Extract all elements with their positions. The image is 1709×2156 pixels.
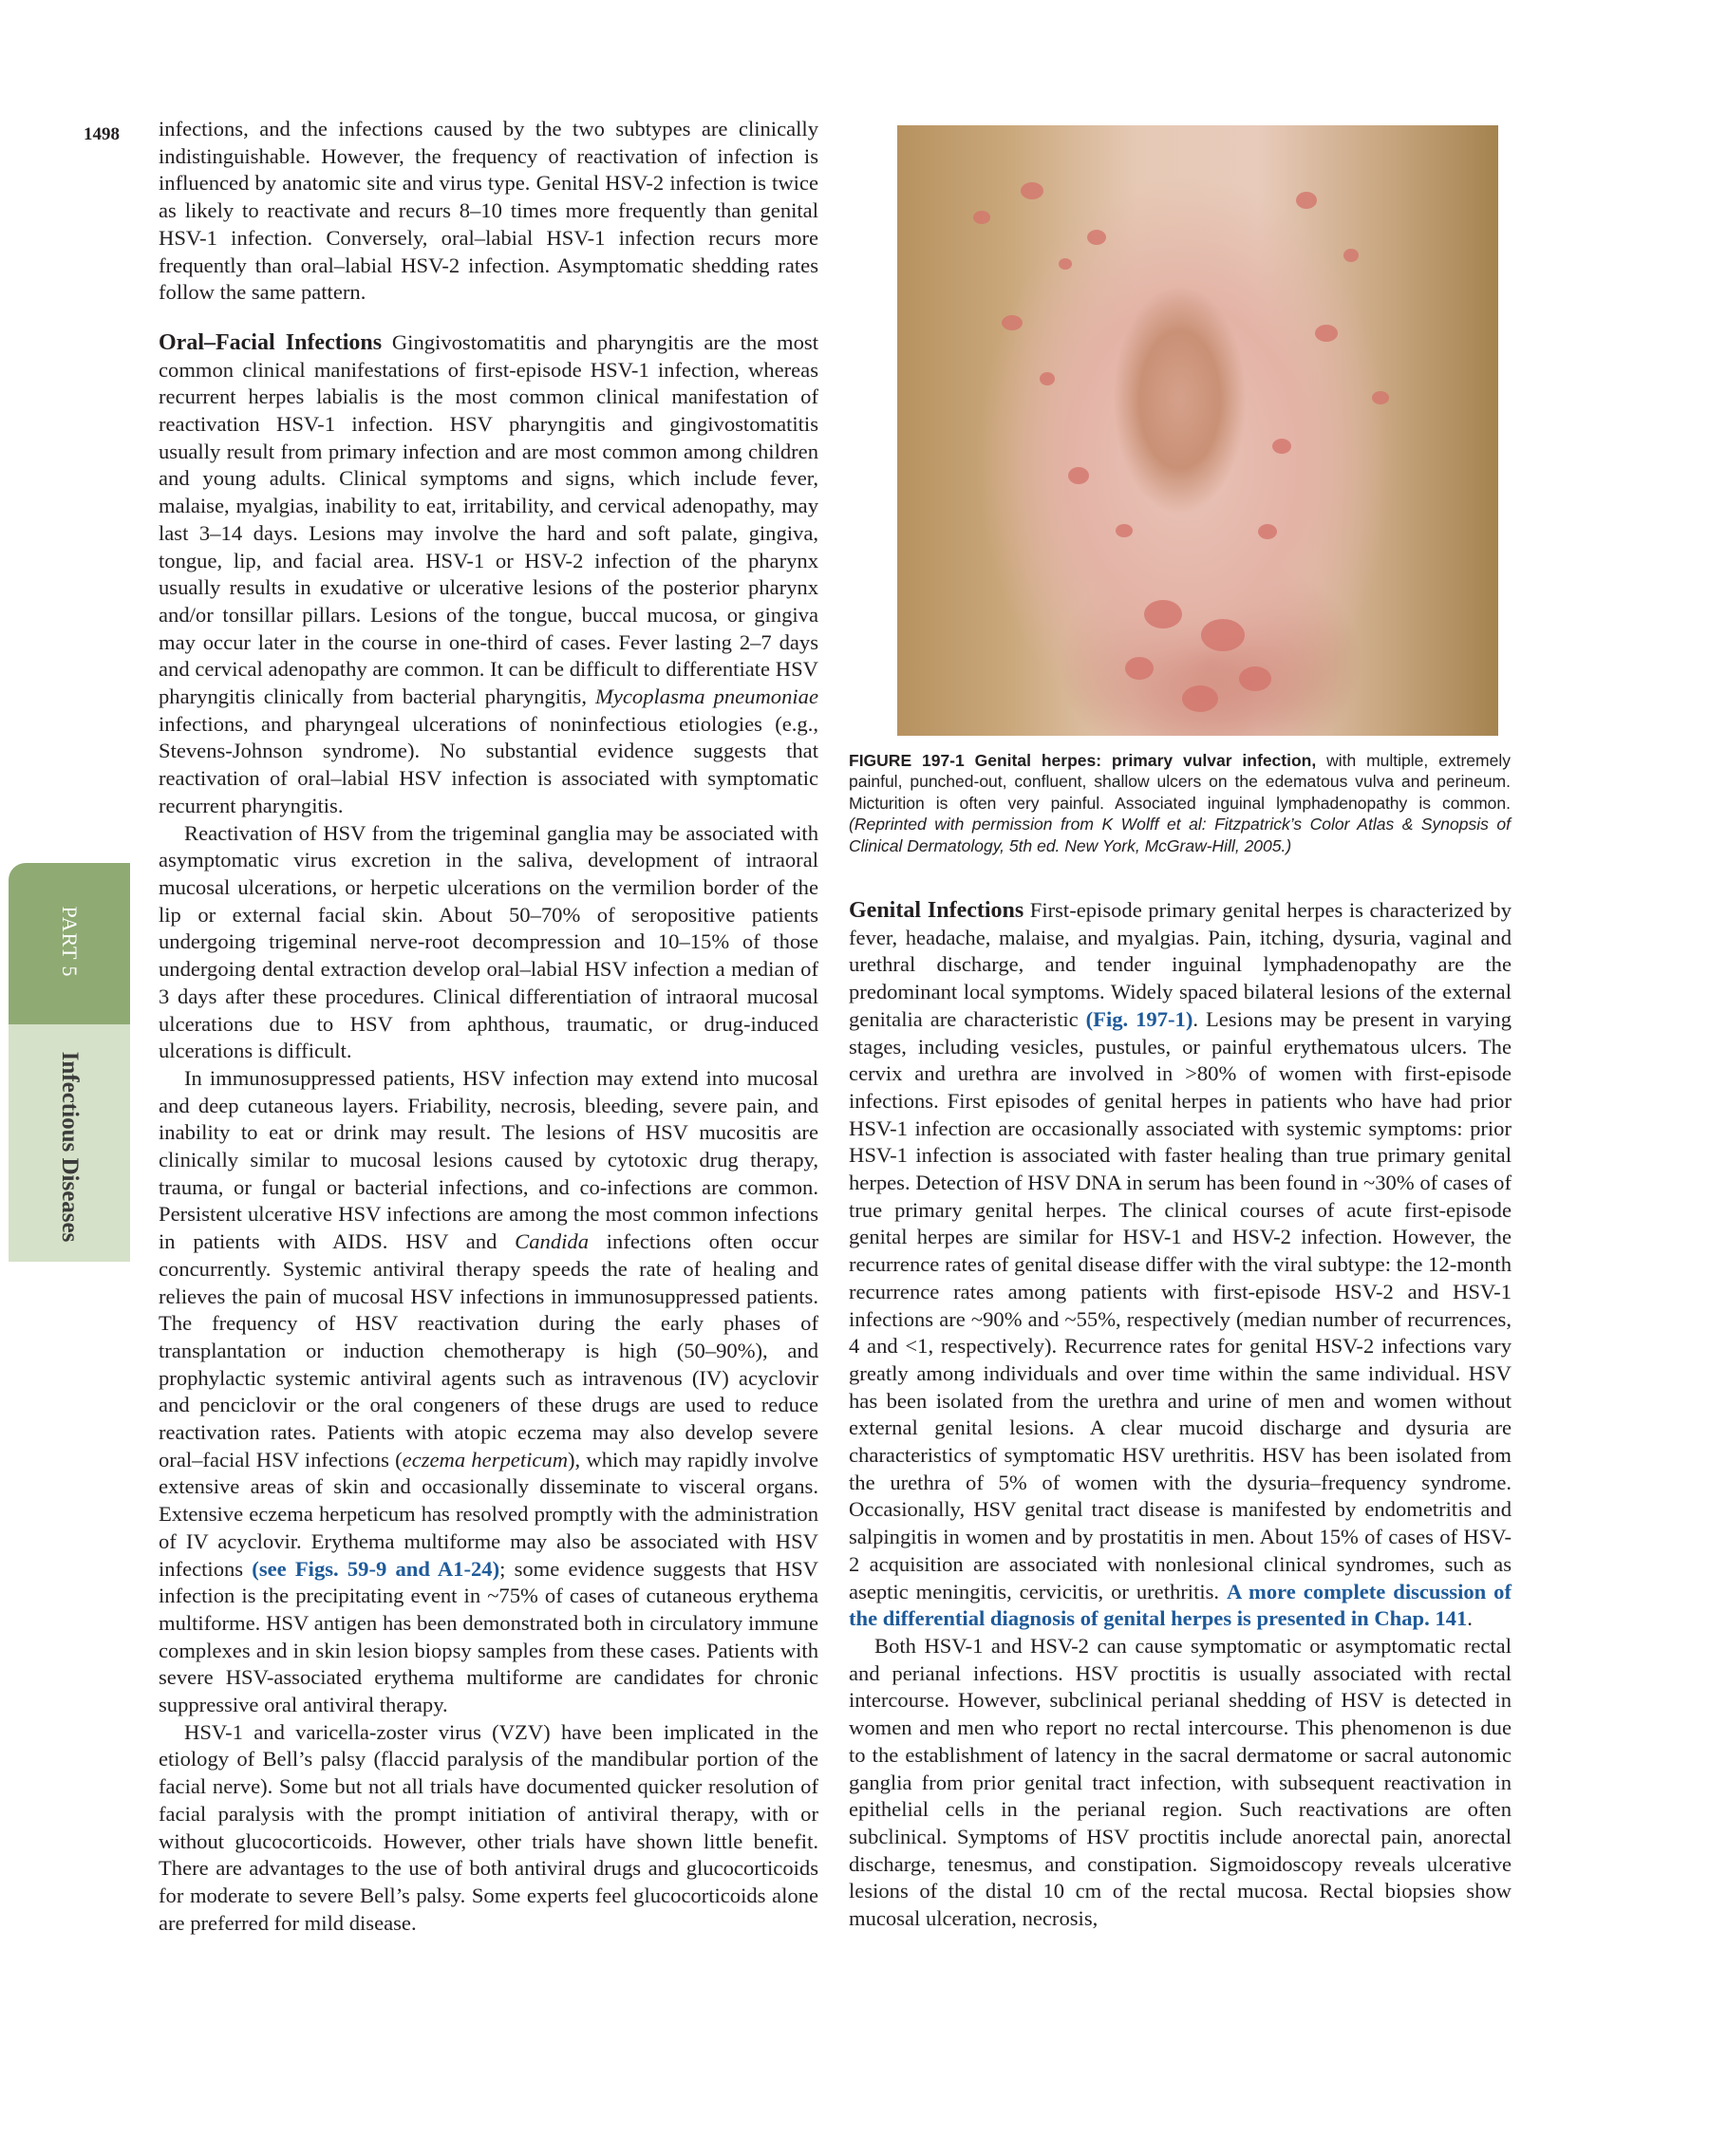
right-column	[849, 897, 1512, 1933]
genital-infections-heading: Genital Infections	[849, 898, 1024, 923]
part-label-box	[9, 863, 130, 1024]
trigeminal-paragraph: Reactivation of HSV from the trigeminal ganglia may be associated with asymptomatic virus excretion in the saliva, development of intraoral mucosal ulcerations, or herpetic ulcerations on the vermilion border of the lip or external facial skin. About 50–70% of seropositive patients undergoing trigeminal nerve-root decompression and 10–15% of those undergoing dental extraction develop oral–labial HSV infection a median of 3 days after these procedures. Clinical differentiation of intraoral mucosal ulcerations due to HSV from aphthous, traumatic, or drug-induced ulcerations is difficult.	[159, 820, 818, 1063]
section-tab	[9, 863, 130, 1262]
immunosuppressed-paragraph: In immunosuppressed patients, HSV infection may extend into mucosal and deep cutaneous layers. Friability, necrosis, bleeding, severe pain, and inability to eat or drink may result. The lesions of HSV mucositis are clinically similar to mucosal lesions caused by cytotoxic drug therapy, trauma, or fungal or bacterial infections, and co-infections are common. Persistent ulcerative HSV infections are among the most common infections in patients with AIDS. HSV and Candida infections often occur concurrently. Systemic antiviral therapy speeds the rate of healing and relieves the pain of mucosal HSV infections in immunosuppressed patients. The frequency of HSV reactivation during the early phases of transplantation or induction chemotherapy is high (50–90%), and prophylactic systemic antiviral agents such as intravenous (IV) acyclovir and penciclovir or the oral congeners of these drugs are used to reduce reactivation rates. Patients with atopic eczema may also develop severe oral–facial HSV infections (eczema herpeticum), which may rapidly involve extensive areas of skin and occasionally disseminate to visceral organs. Extensive eczema herpeticum has resolved promptly with the administration of IV acyclovir. Erythema multiforme may also be associated with HSV infections (see Figs. 59-9 and A1-24); some evidence suggests that HSV infection is the precipitating event in ~75% of cases of cutaneous erythema multiforme. HSV antigen has been demonstrated both in circulatory immune complexes and in skin lesion biopsy samples from these cases. Patients with severe HSV-associated erythema multiforme are candidates for chronic suppressive oral antiviral therapy.	[159, 1065, 818, 1717]
figure-title: Genital herpes: primary vulvar infection,	[974, 751, 1317, 770]
left-column	[159, 116, 818, 1937]
bells-palsy-paragraph: HSV-1 and varicella-zoster virus (VZV) have been implicated in the etiology of Bell’s palsy (flaccid paralysis of the mandibular portion of the facial nerve). Some but not all trials have documented quicker resolution of facial paralysis with the prompt initiation of antiviral therapy, with or without glucocorticoids. However, other trials have shown little benefit. There are advantages to the use of both antiviral drugs and glucocorticoids for moderate to severe Bell’s palsy. Some experts feel glucocorticoids alone are preferred for mild disease.	[159, 1719, 818, 1935]
part-label: PART 5	[58, 906, 82, 978]
chapter-141-link[interactable]: A more complete discussion of the differential diagnosis of genital herpes is presented in Chap. 141	[849, 1579, 1512, 1631]
rectal-infections-paragraph: Both HSV-1 and HSV-2 can cause symptomatic or asymptomatic rectal and perianal infections. HSV proctitis is usually associated with rectal intercourse. However, subclinical perianal shedding of HSV is detected in women and men who report no rectal intercourse. This phenomenon is due to the establishment of latency in the sacral dermatome or sacral autonomic ganglia from prior genital tract infection, with subsequent reactivation in epithelial cells in the perianal region. Such reactivations are often subclinical. Symptoms of HSV proctitis include anorectal pain, anorectal discharge, tenesmus, and constipation. Sigmoidoscopy reveals ulcerative lesions of the distal 10 cm of the rectal mucosa. Rectal biopsies show mucosal ulceration, necrosis,	[849, 1633, 1512, 1931]
figure-label: FIGURE 197-1	[849, 751, 965, 770]
figure-caption	[849, 750, 1511, 856]
page-number: 1498	[84, 124, 120, 144]
figure-197-1-link[interactable]: (Fig. 197-1)	[1085, 1006, 1193, 1031]
figure-credit: (Reprinted with permission from K Wolff et al: Fitzpatrick’s Color Atlas & Synopsis of Clinical Dermatology, 5th ed. New York, McGraw-Hill, 2005.)	[849, 815, 1511, 855]
left-paragraph-intro: infections, and the infections caused by the two subtypes are clinically indistinguishable. However, the frequency of reactivation of infection is influenced by anatomic site and virus type. Genital HSV-2 infection is twice as likely to reactivate and recurs 8–10 times more frequently than genital HSV-1 infection. Conversely, oral–labial HSV-1 infection recurs more frequently than oral–labial HSV-2 infection. Asymptomatic shedding rates follow the same pattern.	[159, 117, 818, 305]
figure-photo	[897, 125, 1498, 736]
genital-infections-paragraph: Genital Infections First-episode primary genital herpes is characterized by fever, headache, malaise, and myalgias. Pain, itching, dysuria, vaginal and urethral discharge, and tender inguinal lymphadenopathy are the predominant local symptoms. Widely spaced bilateral lesions of the external genitalia are characteristic (Fig. 197-1). Lesions may be present in varying stages, including vesicles, pustules, or painful erythematous ulcers. The cervix and urethra are involved in >80% of women with first-episode infections. First episodes of genital herpes in patients who have had prior HSV-1 infection are occasionally associated with systemic symptoms: prior HSV-1 infection is associated with faster healing than true primary genital herpes. Detection of HSV DNA in serum has been found in ~30% of cases of true primary genital herpes. The clinical courses of acute first-episode genital herpes are similar for HSV-1 and HSV-2 infection. However, the recurrence rates of genital disease differ with the viral subtype: the 12-month recurrence rates among patients with first-episode HSV-2 and HSV-1 infections are ~90% and ~55%, respectively (median number of recurrences, 4 and <1, respectively). Recurrence rates for genital HSV-2 infections vary greatly among individuals and over time within the same individual. HSV has been isolated from the urethra and urine of men and women without external genital lesions. A clear mucoid discharge and dysuria are characteristics of symptomatic HSV urethritis. HSV has been isolated from the urethra of 5% of women with the dysuria–frequency syndrome. Occasionally, HSV genital tract disease is manifested by endometritis and salpingitis in women and by prostatitis in men. About 15% of cases of HSV-2 acquisition are associated with nonlesional clinical syndromes, such as aseptic meningitis, cervicitis, or urethritis. A more complete discussion of the differential diagnosis of genital herpes is presented in Chap. 141.	[849, 898, 1512, 1631]
topic-label: Infectious Diseases	[57, 1051, 83, 1243]
figure-caption-body: with multiple, extremely painful, punched-out, confluent, shallow ulcers on the edematous vulva and perineum. Micturition is often very painful. Associated inguinal lymphadenopathy is common.	[849, 751, 1511, 813]
topic-label-box	[9, 1024, 130, 1262]
oral-facial-paragraph: Oral–Facial Infections Gingivostomatitis and pharyngitis are the most common clinical manifestations of first-episode HSV-1 infection, whereas recurrent herpes labialis is the most common clinical manifestation of reactivation HSV-1 infection. HSV pharyngitis and gingivostomatitis usually result from primary infection and are most common among children and young adults. Clinical symptoms and signs, which include fever, malaise, myalgias, inability to eat, irritability, and cervical adenopathy, may last 3–14 days. Lesions may involve the hard and soft palate, gingiva, tongue, lip, and facial area. HSV-1 or HSV-2 infection of the pharynx usually results in exudative or ulcerative lesions of the posterior pharynx and/or tonsillar pillars. Lesions of the tongue, buccal mucosa, or gingiva may occur later in the course in one-third of cases. Fever lasting 2–7 days and cervical adenopathy are common. It can be difficult to differentiate HSV pharyngitis clinically from bacterial pharyngitis, Mycoplasma pneumoniae infections, and pharyngeal ulcerations of noninfectious etiologies (e.g., Stevens-Johnson syndrome). No substantial evidence suggests that reactivation of oral–labial HSV infection is associated with symptomatic recurrent pharyngitis.	[159, 329, 819, 817]
figure-cross-reference-link[interactable]: (see Figs. 59-9 and A1-24)	[252, 1556, 500, 1581]
oral-facial-heading: Oral–Facial Infections	[159, 329, 383, 355]
